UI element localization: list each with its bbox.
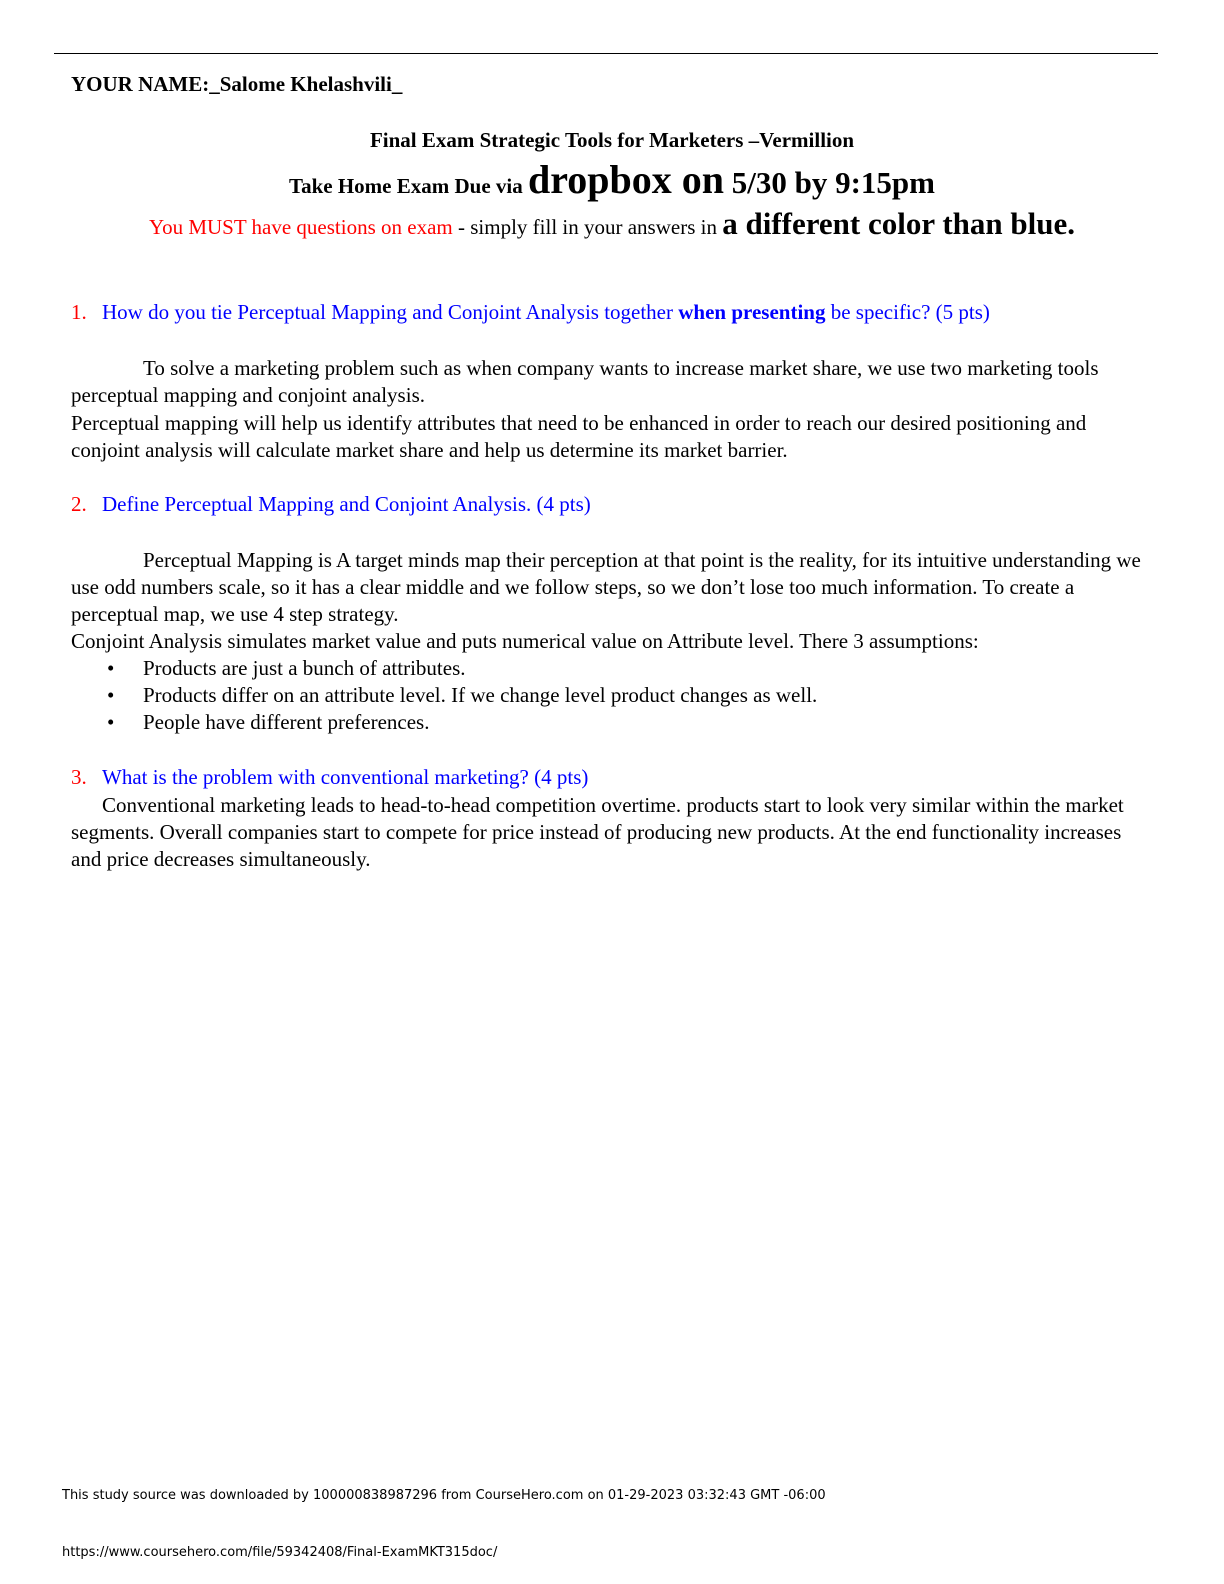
question-1 (71, 300, 990, 325)
answer-1-paragraph-2: Perceptual mapping will help us identify attributes that need to be enhanced in order to reach our desired positioning and conjoint analysis will calculate market share and help us determine its market barrier. (71, 411, 1087, 462)
question-number: 2. (71, 492, 87, 516)
instructions-text: - simply fill in your answers in (452, 215, 723, 239)
instructions-emphasis: a different color than blue. (722, 206, 1075, 241)
source-url[interactable]: https://www.coursehero.com/file/59342408/Final-ExamMKT315doc/ (62, 1545, 498, 1560)
due-text: Take Home Exam Due via (289, 174, 528, 198)
question-text: How do you tie Perceptual Mapping and Conjoint Analysis together (102, 300, 679, 324)
list-item (71, 655, 817, 682)
top-rule (54, 53, 1158, 54)
due-line (0, 156, 1224, 203)
due-date: 5/30 by 9:15pm (724, 165, 935, 200)
list-item (71, 682, 817, 709)
list-item (71, 709, 817, 736)
question-number: 1. (71, 300, 87, 324)
bullet-icon: • (107, 683, 115, 707)
list-item-text: Products differ on an attribute level. If we change level product changes as well. (143, 683, 818, 707)
question-emphasis: when presenting (678, 300, 826, 324)
answer-1-paragraph-1: To solve a marketing problem such as when company wants to increase market share, we use two marketing tools perceptual mapping and conjoint analysis. (71, 356, 1099, 407)
bullet-icon: • (107, 710, 115, 734)
question-text: What is the problem with conventional marketing? (4 pts) (102, 765, 589, 789)
exam-title: Final Exam Strategic Tools for Marketers –Vermillion (369, 128, 855, 152)
question-text: Define Perceptual Mapping and Conjoint Analysis. (4 pts) (102, 492, 591, 516)
list-item-text: People have different preferences. (143, 710, 430, 734)
question-number: 3. (71, 765, 87, 789)
student-name: YOUR NAME:_Salome Khelashvili_ (71, 72, 403, 96)
instructions-warning: You MUST have questions on exam (149, 215, 453, 239)
list-item-text: Products are just a bunch of attributes. (143, 656, 466, 680)
question-3 (71, 765, 588, 790)
question-text: be specific? (5 pts) (825, 300, 990, 324)
instructions (0, 206, 1224, 242)
answer-2-paragraph-2: Conjoint Analysis simulates market value and puts numerical value on Attribute level. There 3 assumptions: (71, 629, 979, 653)
download-notice: This study source was downloaded by 100000838987296 from CourseHero.com on 01-29-2023 03:32:43 GMT -06:00 (62, 1488, 826, 1503)
assumptions-list (71, 655, 817, 736)
answer-3-paragraph-1: Conventional marketing leads to head-to-head competition overtime. products start to look very similar within the market segments. Overall companies start to compete for price instead of producing new products. At the end functionality increases and price decreases simultaneously. (71, 793, 1124, 871)
due-dropbox: dropbox on (527, 157, 724, 202)
answer-2-paragraph-1: Perceptual Mapping is A target minds map their perception at that point is the reality, for its intuitive understanding we use odd numbers scale, so it has a clear middle and we follow steps, so we don’t lose too much information. To create a perceptual map, we use 4 step strategy. (71, 548, 1141, 626)
question-2 (71, 492, 591, 517)
bullet-icon: • (107, 656, 115, 680)
